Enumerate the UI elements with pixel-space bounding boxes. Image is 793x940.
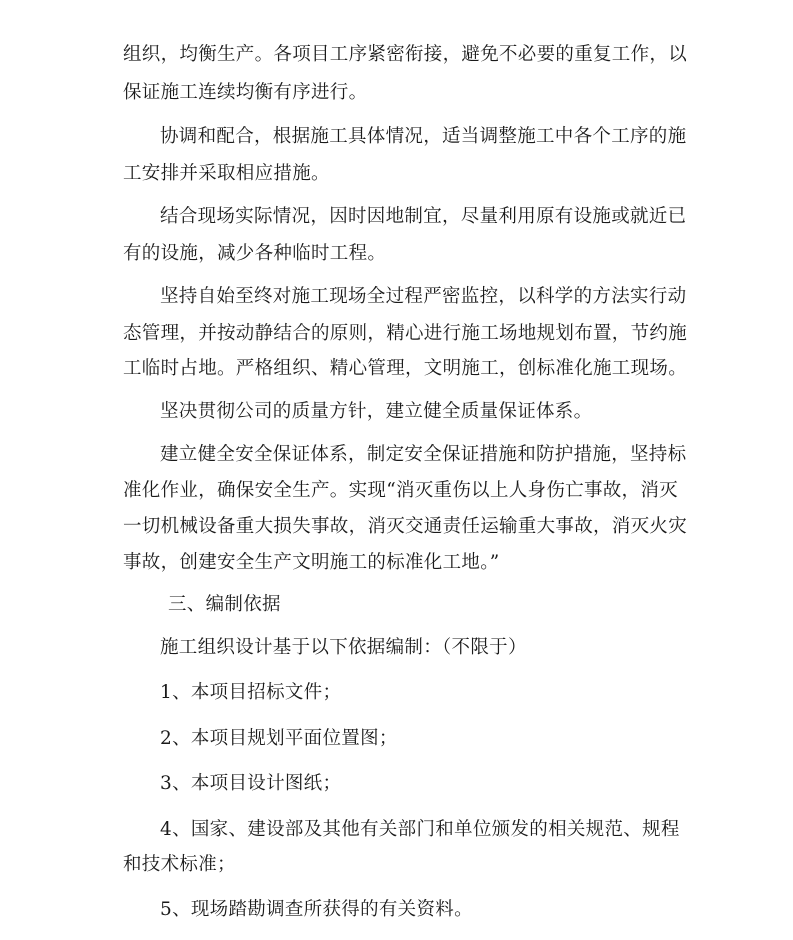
- paragraph-line: 工临时占地。严格组织、精心管理，文明施工，创标准化施工现场。: [123, 358, 688, 379]
- paragraph-line: 坚持自始至终对施工现场全过程严密监控，以科学的方法实行动: [160, 286, 687, 307]
- list-item: 1、本项目招标文件；: [160, 682, 342, 703]
- section-heading: 三、编制依据: [168, 594, 281, 615]
- list-item-line: 和技术标准；: [123, 854, 236, 875]
- paragraph-line: 一切机械设备重大损失事故，消灭交通责任运输重大事故，消灭火灾: [123, 516, 688, 537]
- list-item: 2、本项目规划平面位置图；: [160, 728, 398, 749]
- list-item: 5、现场踏勘调查所获得的有关资料。: [160, 899, 473, 920]
- paragraph-line: 有的设施，减少各种临时工程。: [123, 243, 387, 264]
- intro-text: 施工组织设计基于以下依据编制：（不限于）: [160, 637, 527, 658]
- paragraph-line: 结合现场实际情况，因时因地制宜，尽量利用原有设施或就近已: [160, 206, 687, 227]
- paragraph-line: 工安排并采取相应措施。: [123, 163, 330, 184]
- paragraph-line: 坚决贯彻公司的质量方针，建立健全质量保证体系。: [160, 401, 593, 422]
- paragraph-line: 准化作业，确保安全生产。实现“消灭重伤以上人身伤亡事故，消灭: [123, 480, 678, 501]
- paragraph-line: 建立健全安全保证体系，制定安全保证措施和防护措施，坚持标: [160, 444, 687, 465]
- paragraph-line: 态管理，并按动静结合的原则，精心进行施工场地规划布置，节约施: [123, 323, 688, 344]
- list-item: 3、本项目设计图纸；: [160, 773, 342, 794]
- list-item-line: 4、国家、建设部及其他有关部门和单位颁发的相关规范、规程: [160, 819, 680, 840]
- paragraph-line: 事故，创建安全生产文明施工的标准化工地。”: [123, 552, 500, 573]
- paragraph-line: 组织，均衡生产。各项目工序紧密衔接，避免不必要的重复工作，以: [123, 44, 688, 65]
- paragraph-line: 协调和配合，根据施工具体情况，适当调整施工中各个工序的施: [160, 126, 687, 147]
- paragraph-line: 保证施工连续均衡有序进行。: [123, 82, 368, 103]
